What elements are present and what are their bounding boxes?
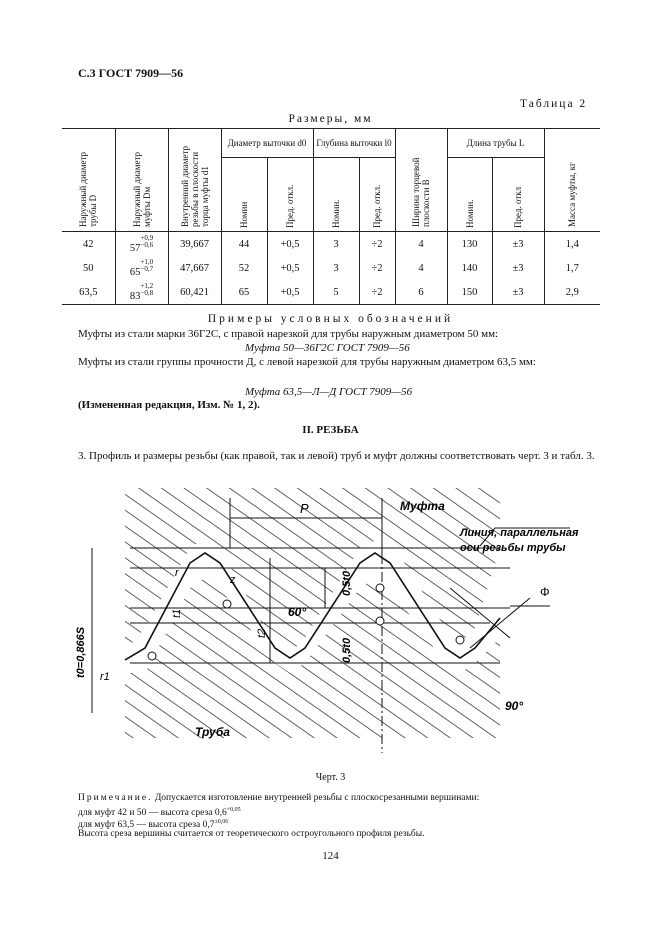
z-label: z (230, 574, 236, 586)
header-tolerance: Пред. откл. (359, 158, 395, 232)
section-paragraph: 3. Профиль и размеры резьбы (как правой, так и левой) труб и муфт должны соответствовать черт. 3 и табл. 3. (78, 450, 595, 462)
t2-label: t2 (256, 628, 268, 638)
table-label: Таблица 2 (520, 98, 588, 110)
dimensions-table (62, 128, 600, 305)
header-nominal: Номин. (447, 158, 492, 232)
t0-label: t0=0,866S (75, 626, 87, 678)
phi-label: Φ (540, 585, 550, 599)
note-line-3: для муфт 63,5 — высота среза $0,7^{\pm 0,06}$ (78, 819, 229, 831)
section-title: II. РЕЗЬБА (302, 424, 359, 436)
angle-90-label: 90° (505, 699, 524, 713)
header-bore-depth: Глубина выточки l0 (313, 129, 395, 158)
coupling-label: Муфта (400, 499, 445, 513)
thread-profile-drawing (70, 488, 590, 768)
page-header: С.3 ГОСТ 7909—56 (78, 66, 184, 80)
parallel-line-label-2: оси резьбы трубы (460, 542, 566, 554)
header-pipe-diameter: Наружный диаметр трубы D (62, 129, 115, 232)
half-t0-label-upper: 0,5t0 (341, 570, 353, 596)
r-label: r (175, 567, 179, 579)
table-row: 63,5 $83^{+1,2 -0,8}$ 60,421 65 +0,5 5 ÷2 6 150 ±3 2,9 (62, 280, 600, 305)
header-tolerance: Пред. откл. (267, 158, 313, 232)
pitch-label: P (300, 501, 309, 516)
example-designation-1: Муфта 50—36Г2С ГОСТ 7909—56 (245, 342, 410, 354)
parallel-line-label-1: Линия, параллельная (460, 527, 579, 539)
table-title: Размеры, мм (288, 113, 373, 125)
header-tolerance: Пред. откл (492, 158, 544, 232)
header-coupling-diameter: Наружный диаметр муфты Dм (115, 129, 168, 232)
half-t0-label-lower: 0,5t0 (341, 637, 353, 663)
angle-60-label: 60° (288, 605, 307, 619)
header-pipe-length: Длина трубы L (447, 129, 544, 158)
header-nominal: Номин (221, 158, 267, 232)
table-row: 50 $65^{+1,0 -0,7}$ 47,667 52 +0,5 3 ÷2 4 140 ±3 1,7 (62, 256, 600, 280)
r1-label: r1 (100, 671, 110, 683)
note-line-2: для муфт 42 и 50 — высота среза $0,6^{+0,05}$ (78, 807, 241, 819)
table-row: 42 $57^{+0,9 -0,6}$ 39,667 44 +0,5 3 ÷2 4 130 ±3 1,4 (62, 232, 600, 257)
header-nominal: Номин. (313, 158, 359, 232)
header-mass: Масса муфты, кг (544, 129, 600, 232)
example-text-2: Муфты из стали группы прочности Д, с левой нарезкой для трубы наружным диаметром 63,5 мм: (78, 356, 536, 368)
example-designation-2: Муфта 63,5—Л—Д ГОСТ 7909—56 (245, 386, 413, 398)
header-bore-diameter: Диаметр выточки d0 (221, 129, 313, 158)
amendment-note: (Измененная редакция, Изм. № 1, 2). (78, 399, 260, 411)
examples-title: Примеры условных обозначений (207, 313, 454, 325)
note-line-1: Примечание. Допускается изготовление внутренней резьбы с плоскосрезанными вершинами: (78, 793, 480, 803)
header-inner-diameter: Внутренний диаметр резьбы в плоскости торца муфты d1 (168, 129, 221, 232)
page-number: 124 (322, 850, 339, 862)
pipe-label: Труба (195, 725, 230, 739)
header-face-width: Ширина торцевой плоскости B (395, 129, 447, 232)
example-text-1: Муфты из стали марки 36Г2С, с правой нарезкой для трубы наружным диаметром 50 мм: (78, 328, 499, 340)
note-line-4: Высота среза вершины считается от теоретического остроугольного профиля резьбы. (78, 829, 425, 839)
t1-label: t1 (171, 608, 183, 618)
figure-caption: Черт. 3 (315, 772, 346, 783)
